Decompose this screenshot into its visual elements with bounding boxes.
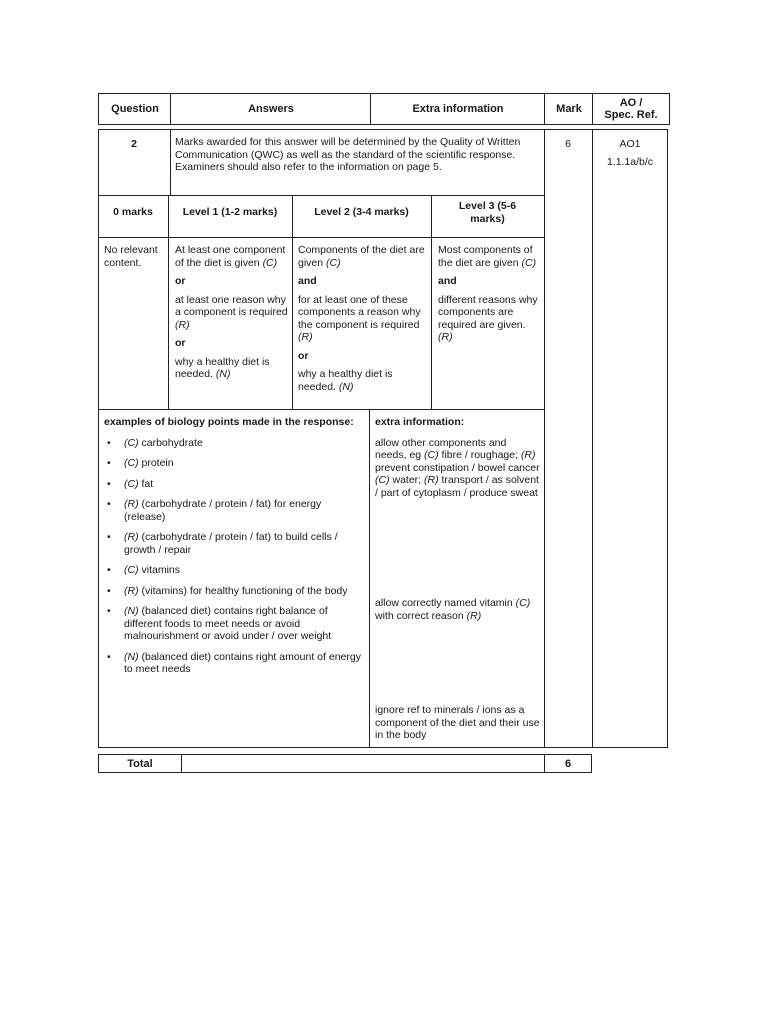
question-intro-text: Marks awarded for this answer will be determined by the Quality of Written Communication (QWC) as well as the standard of the scientific response. Examiners should also refer to the information on page 5. [175, 136, 521, 173]
level-3-header: Level 3 (5-6 marks) [458, 200, 517, 225]
example-point: • (C) vitamins [104, 564, 364, 577]
level-3-content: Most components of the diet are given (C) and different reasons why components are required are given. (R) [438, 244, 538, 343]
example-point: • (R) (carbohydrate / protein / fat) to build cells / growth / repair [104, 531, 364, 556]
extra-info-title: extra information: [375, 416, 465, 428]
example-point: • (C) fat [104, 478, 364, 491]
example-point: • (C) protein [104, 457, 364, 470]
question-number: 2 [131, 138, 137, 150]
total-blank-cell [181, 754, 545, 773]
ao-code: AO1 [619, 138, 641, 150]
level-1-header: Level 1 (1-2 marks) [182, 206, 278, 218]
level-0-header: 0 marks [113, 206, 153, 218]
level-2-content: Components of the diet are given (C) and for at least one of these components a reason why the component is required (R) or why a healthy diet is needed. (N) [298, 244, 425, 393]
example-point: • (N) (balanced diet) contains right amount of energy to meet needs [104, 651, 364, 676]
spec-ref: 1.1.1a/b/c [606, 156, 654, 168]
examples-list [104, 437, 364, 676]
header-ao-spec-ref: AO / Spec. Ref. [592, 93, 670, 125]
question-mark: 6 [565, 138, 571, 150]
extra-info-block-1: allow other components and needs, eg (C) fibre / roughage; (R) prevent constipation / bowel cancer (C) water; (R) transport / as solvent / part of cytoplasm / produce sweat [375, 436, 540, 499]
total-value: 6 [544, 754, 592, 773]
total-label: Total [98, 754, 182, 773]
level-1-content: At least one component of the diet is given (C) or at least one reason why a component is required (R) or why a healthy diet is needed. (N) [175, 244, 288, 380]
example-point: • (R) (vitamins) for healthy functioning of the body [104, 585, 364, 598]
header-question: Question [98, 93, 171, 125]
examples-section [104, 416, 364, 684]
level-0-content: No relevant content. [104, 244, 158, 269]
example-point: • (N) (balanced diet) contains right balance of different foods to meet needs or avoid malnourishment or avoid under / over weight [104, 605, 364, 643]
extra-info-block-2: allow correctly named vitamin (C) with correct reason (R) [375, 597, 531, 622]
extra-info-block-3: ignore ref to minerals / ions as a component of the diet and their use in the body [375, 704, 540, 741]
header-mark: Mark [544, 93, 593, 125]
header-answers: Answers [170, 93, 371, 125]
examples-title: examples of biology points made in the response: [104, 416, 354, 428]
example-point: • (C) carbohydrate [104, 437, 364, 450]
level-2-header: Level 2 (3-4 marks) [314, 206, 409, 218]
header-extra-information: Extra information [370, 93, 545, 125]
extra-information-section [375, 416, 540, 499]
example-point: • (R) (carbohydrate / protein / fat) for energy (release) [104, 498, 364, 523]
